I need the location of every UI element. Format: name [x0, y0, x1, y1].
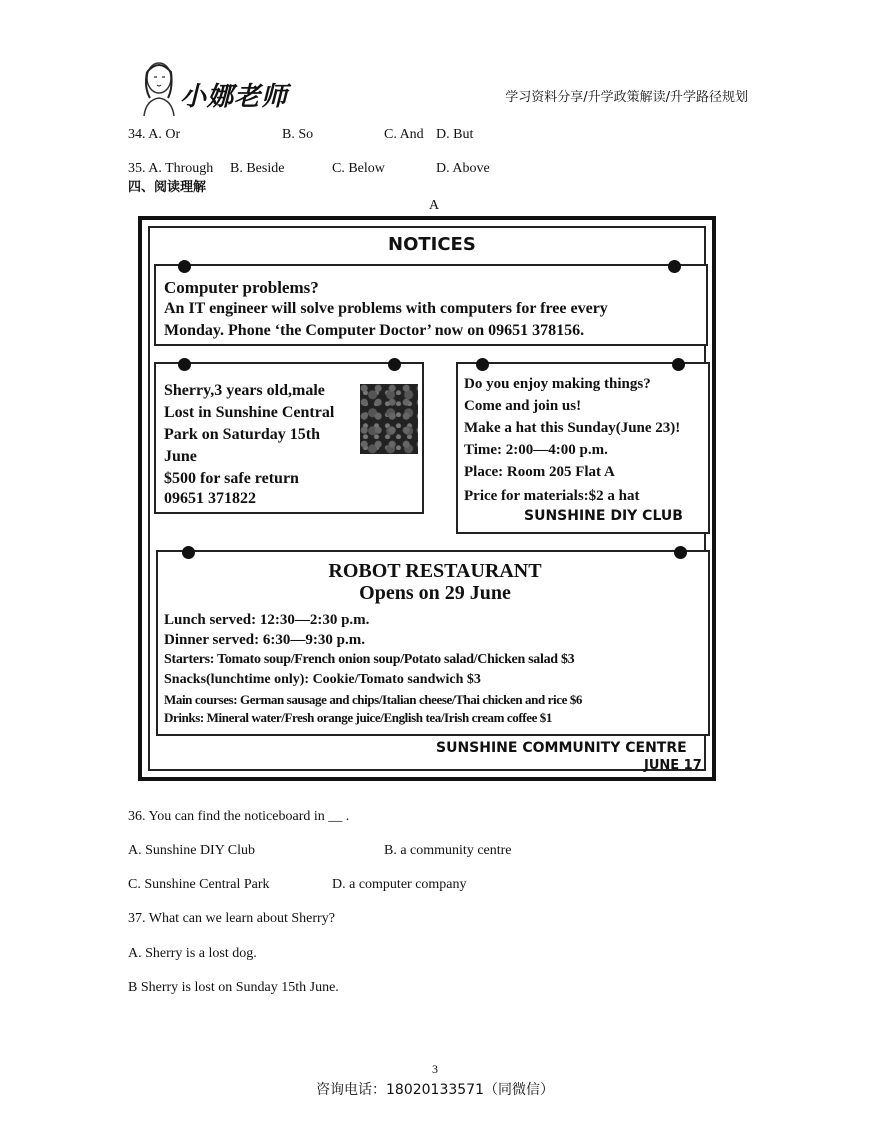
noticeboard-title: NOTICES: [388, 234, 476, 255]
computer-line-2: Monday. Phone ‘the Computer Doctor’ now on 09651 378156.: [164, 322, 585, 339]
header-tagline: 学习资料分享/升学政策解读/升学路径规划: [505, 90, 748, 105]
sherry-line-5: $500 for safe return: [164, 470, 299, 487]
computer-heading: Computer problems?: [164, 278, 319, 297]
q34-option-a: 34. A. Or: [128, 127, 181, 142]
community-centre-name: SUNSHINE COMMUNITY CENTRE: [436, 740, 687, 756]
q34-option-d: D. But: [436, 127, 474, 142]
robot-subtitle: Opens on 29 June: [359, 582, 511, 604]
q34-option-c: C. And: [384, 127, 424, 142]
pin-icon: [182, 546, 195, 559]
q35-option-a: 35. A. Through: [128, 161, 214, 176]
notice-date: JUNE 17: [644, 758, 702, 773]
robot-starters: Starters: Tomato soup/French onion soup/Potato salad/Chicken salad $3: [164, 652, 575, 667]
section-title: 四、阅读理解: [128, 180, 207, 195]
notice-computer: [154, 264, 708, 346]
logo: [140, 58, 290, 118]
diy-line-3: Make a hat this Sunday(June 23)!: [464, 420, 681, 436]
passage-label: A: [429, 198, 440, 213]
q36-stem: 36. You can find the noticeboard in __ .: [128, 809, 350, 824]
q34-option-b: B. So: [282, 127, 314, 142]
pin-icon: [476, 358, 489, 371]
sherry-line-6: 09651 371822: [164, 490, 256, 507]
notice-robot-restaurant: [156, 550, 710, 736]
notice-diy-club: [456, 362, 710, 534]
q37-option-b: B Sherry is lost on Sunday 15th June.: [128, 980, 339, 995]
pin-icon: [674, 546, 687, 559]
q35-option-c: C. Below: [332, 161, 385, 176]
q37-stem: 37. What can we learn about Sherry?: [128, 911, 335, 926]
pin-icon: [388, 358, 401, 371]
robot-lunch: Lunch served: 12:30—2:30 p.m.: [164, 612, 370, 628]
diy-line-1: Do you enjoy making things?: [464, 376, 651, 392]
pin-icon: [672, 358, 685, 371]
diy-club-name: SUNSHINE DIY CLUB: [524, 508, 683, 524]
computer-line-1: An IT engineer will solve problems with computers for free every: [164, 300, 608, 317]
q35-option-d: D. Above: [436, 161, 490, 176]
q36-option-a: A. Sunshine DIY Club: [128, 843, 256, 858]
sherry-line-4: June: [164, 448, 197, 465]
pin-icon: [178, 358, 191, 371]
q36-option-d: D. a computer company: [332, 877, 467, 892]
q37-option-a: A. Sherry is a lost dog.: [128, 946, 257, 961]
sherry-line-3: Park on Saturday 15th: [164, 426, 321, 443]
diy-line-6: Price for materials:$2 a hat: [464, 488, 640, 504]
q36-option-b: B. a community centre: [384, 843, 512, 858]
pin-icon: [178, 260, 191, 273]
q35-option-b: B. Beside: [230, 161, 285, 176]
dog-photo: [360, 384, 418, 454]
robot-snacks: Snacks(lunchtime only): Cookie/Tomato sandwich $3: [164, 672, 481, 687]
diy-line-2: Come and join us!: [464, 398, 582, 414]
notice-lost-sherry: [154, 362, 424, 514]
robot-dinner: Dinner served: 6:30—9:30 p.m.: [164, 632, 365, 648]
q36-option-c: C. Sunshine Central Park: [128, 877, 270, 892]
robot-title: ROBOT RESTAURANT: [328, 560, 542, 582]
pin-icon: [668, 260, 681, 273]
avatar-sketch-icon: [140, 58, 178, 116]
robot-drinks: Drinks: Mineral water/Fresh orange juice/English tea/Irish cream coffee $1: [164, 710, 553, 725]
contact-phone: 咨询电话：18020133571（同微信）: [316, 1082, 554, 1098]
sherry-line-1: Sherry,3 years old,male: [164, 382, 325, 399]
page-number: 3: [432, 1062, 438, 1076]
sherry-line-2: Lost in Sunshine Central: [164, 404, 335, 421]
diy-line-5: Place: Room 205 Flat A: [464, 464, 615, 480]
logo-text: 小娜老师: [180, 82, 289, 112]
noticeboard: [138, 216, 716, 781]
diy-line-4: Time: 2:00—4:00 p.m.: [464, 442, 608, 458]
robot-main-courses: Main courses: German sausage and chips/Italian cheese/Thai chicken and rice $6: [164, 692, 583, 707]
